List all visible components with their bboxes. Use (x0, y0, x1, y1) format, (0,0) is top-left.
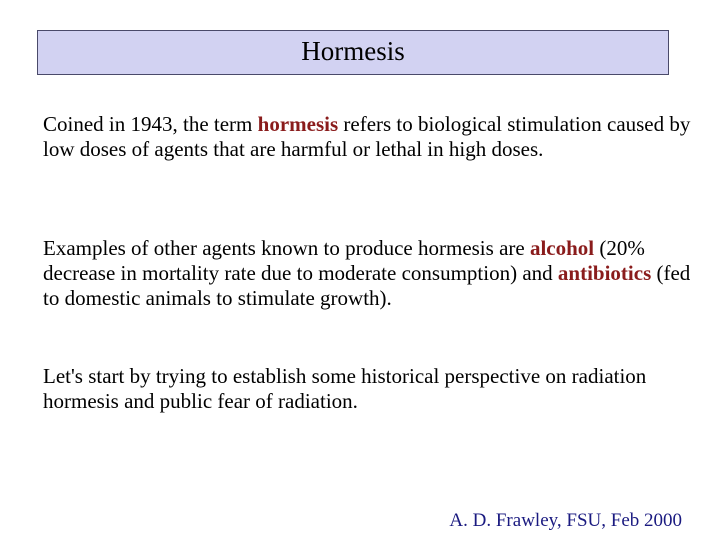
p2-text-middle: (20% decrease in mortality rate due to moderate consumption) and (43, 236, 645, 285)
paragraph-examples (43, 236, 693, 311)
paragraph-definition (43, 112, 693, 162)
p1-text-after: refers to biological stimulation caused by low doses of agents that are harmful or lethal in high doses. (43, 112, 691, 161)
p3-text: Let's start by trying to establish some historical perspective on radiation hormesis and public fear of radiation. (43, 364, 647, 413)
term-antibiotics: antibiotics (557, 261, 652, 285)
p2-text-after: (fed to domestic animals to stimulate growth). (43, 261, 691, 310)
slide-title: Hormesis (301, 36, 405, 66)
slide-footer-credit: A. D. Frawley, FSU, Feb 2000 (449, 510, 682, 531)
term-alcohol: alcohol (529, 236, 595, 260)
slide-title-box (37, 30, 669, 75)
term-hormesis: hormesis (257, 112, 339, 136)
paragraph-perspective (43, 364, 693, 414)
p2-text-before: Examples of other agents known to produce hormesis are (43, 236, 530, 260)
p1-text-before: Coined in 1943, the term (43, 112, 258, 136)
